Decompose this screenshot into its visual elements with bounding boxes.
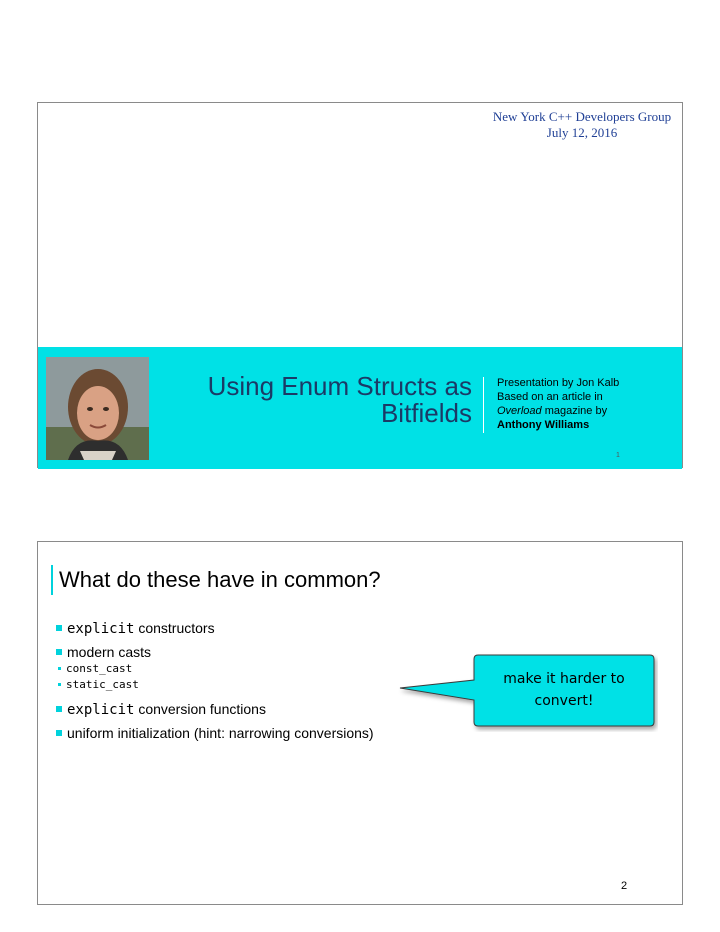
sub-bullet-item: static_cast — [56, 677, 436, 693]
title-line-2: Bitfields — [380, 398, 472, 428]
bullet-list — [56, 620, 436, 748]
bullet-item — [56, 620, 436, 638]
credit-magazine: Overload — [497, 405, 542, 417]
slide-title — [51, 565, 381, 595]
bullet-item — [56, 725, 436, 742]
title-band — [38, 347, 682, 469]
event-info — [482, 109, 682, 141]
bullet-text: conversion functions — [134, 701, 266, 717]
page-number: 2 — [621, 880, 628, 892]
bullet-text: uniform initialization (hint: narrowing conversions) — [67, 725, 374, 741]
slide-1 — [37, 102, 683, 468]
callout-line-2: convert! — [534, 693, 594, 709]
callout-text — [475, 668, 653, 712]
bullet-item — [56, 644, 436, 661]
bullet-text: modern casts — [67, 644, 152, 660]
credit-magazine-suffix: magazine by — [541, 405, 608, 417]
bullet-code: explicit — [67, 621, 135, 637]
credits — [497, 376, 619, 432]
credit-author: Anthony Williams — [497, 419, 590, 431]
page-number: 1 — [616, 452, 620, 459]
credit-source: Based on an article in — [497, 391, 603, 403]
title-accent-bar — [51, 565, 53, 595]
sub-bullet-item: const_cast — [56, 661, 436, 677]
bullet-item — [56, 701, 436, 719]
slide-title-text: What do these have in common? — [59, 567, 381, 592]
title-line-1: Using Enum Structs as — [207, 371, 472, 401]
callout-line-1: make it harder to — [503, 671, 625, 687]
bullet-text: constructors — [134, 620, 215, 636]
event-name: New York C++ Developers Group — [492, 109, 672, 124]
event-date: July 12, 2016 — [546, 125, 618, 140]
credit-magazine-line — [497, 404, 619, 418]
presentation-title — [142, 373, 472, 427]
presenter-photo — [46, 357, 149, 460]
title-divider — [483, 377, 484, 433]
credit-presenter: Presentation by Jon Kalb — [497, 377, 620, 389]
bullet-code: explicit — [67, 702, 135, 718]
slide-2 — [37, 541, 683, 905]
